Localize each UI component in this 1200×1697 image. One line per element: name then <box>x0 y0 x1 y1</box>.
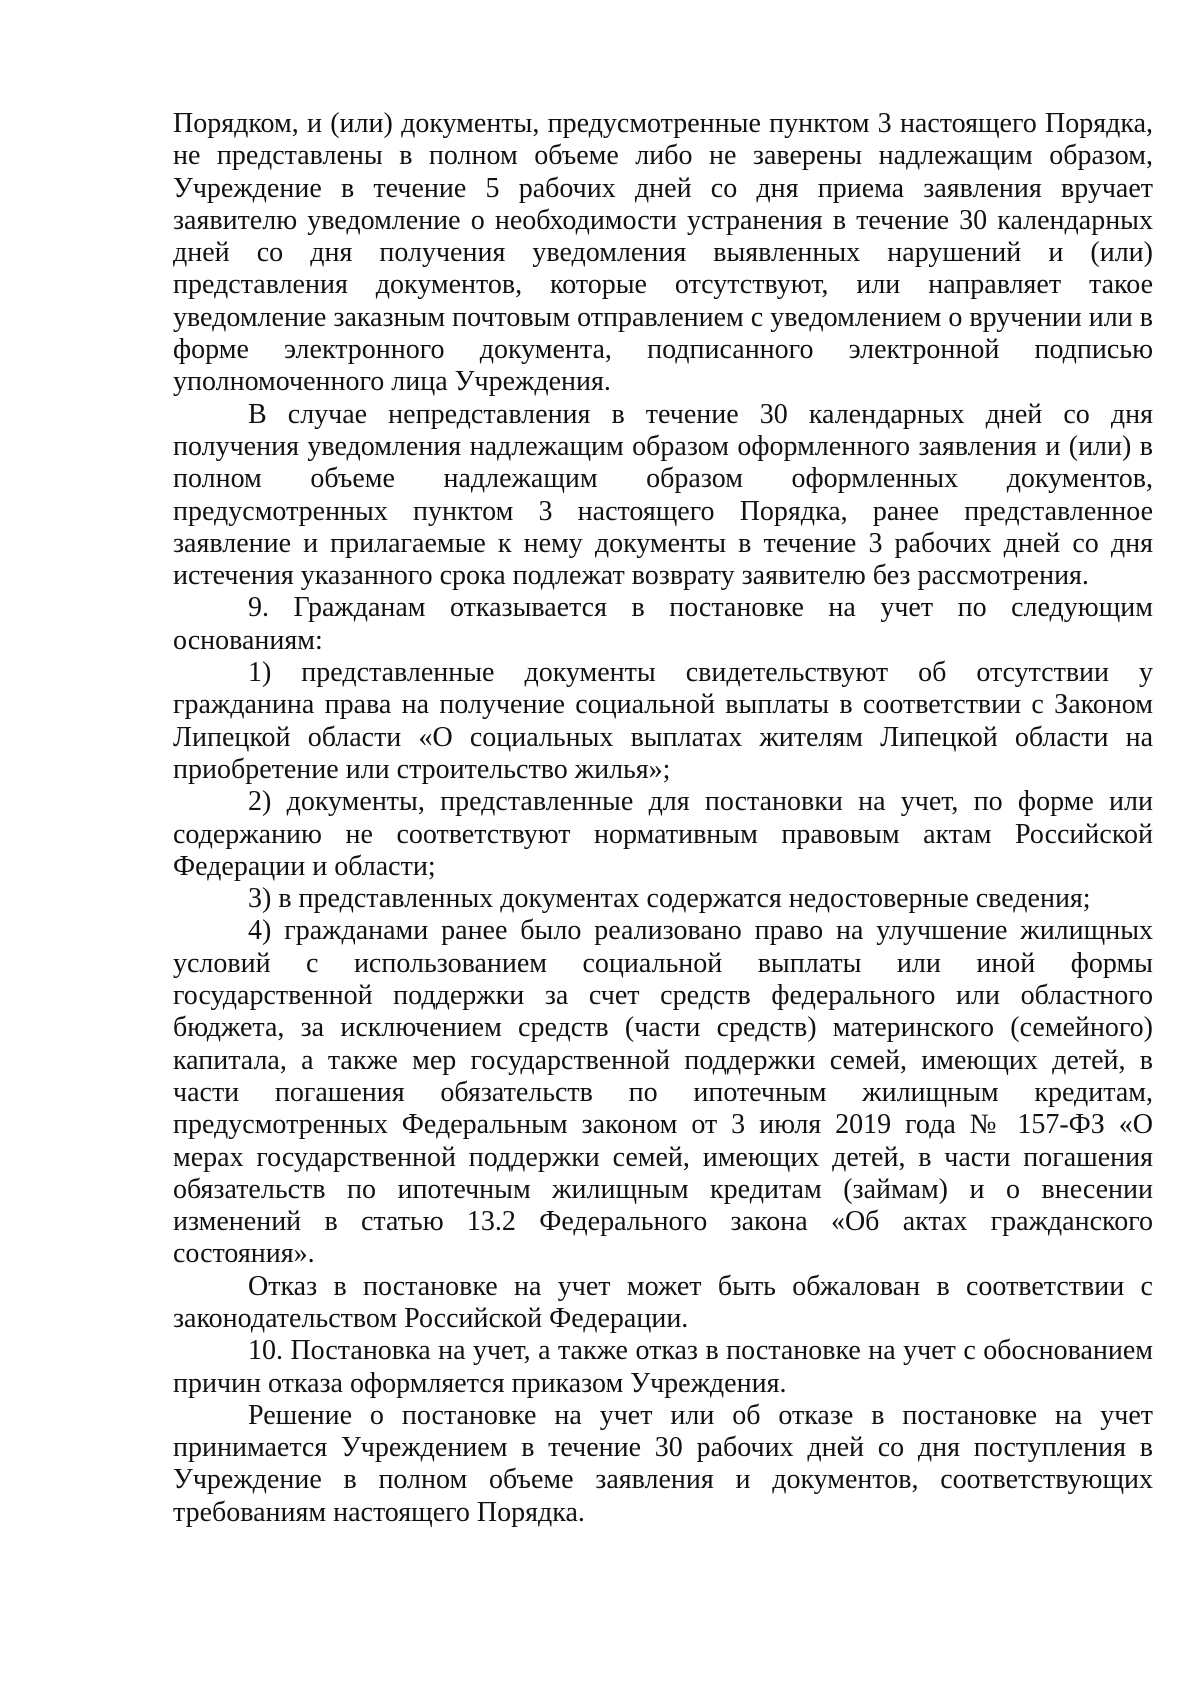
list-item-3: 3) в представленных документах содержатся недостоверные сведения; <box>248 883 1091 915</box>
list-item-4: 4) гражданами ранее было реализовано право на улучшение жилищных условий с использованием социальной выплаты или иной формы государственной поддержки за счет средств федерального или областного бюджета, за исключением средств (части средств) материнского (семейного) капитала, а также мер государственной поддержки семей, имеющих детей, в части погашения обязательств по ипотечным жилищным кредитам, предусмотренных Федеральным законом от 3 июля 2019 года № 157-ФЗ «О мерах государственной поддержки семей, имеющих детей, в части погашения обязательств по ипотечным жилищным кредитам (займам) и о внесении изменений в статью 13.2 Федерального закона «Об актах гражданского состояния». <box>173 915 1153 1270</box>
list-item-1: 1) представленные документы свидетельствуют об отсутствии у гражданина права на получение социальной выплаты в соответствии с Законом Липецкой области «О социальных выплатах жителям Липецкой области на приобретение или строительство жилья»; <box>173 657 1153 785</box>
paragraph-continuation: Порядком, и (или) документы, предусмотренные пунктом 3 настоящего Порядка, не представлены в полном объеме либо не заверены надлежащим образом, Учреждение в течение 5 рабочих дней со дня приема заявления вручает заявителю уведомление о необходимости устранения в течение 30 календарных дней со дня получения уведомления выявленных нарушений и (или) представления документов, которые отсутствуют, или направляет такое уведомление заказным почтовым отправлением с уведомлением о вручении или в форме электронного документа, подписанного электронной подписью уполномоченного лица Учреждения. <box>173 108 1153 398</box>
paragraph-non-submission: В случае непредставления в течение 30 календарных дней со дня получения уведомления надлежащим образом оформленного заявления и (или) в полном объеме надлежащим образом оформленных документов, предусмотренных пунктом 3 настоящего Порядка, ранее представленное заявление и прилагаемые к нему документы в течение 3 рабочих дней со дня истечения указанного срока подлежат возврату заявителю без рассмотрения. <box>173 398 1153 592</box>
paragraph-clause-9: 9. Гражданам отказывается в постановке на учет по следующим основаниям: <box>173 592 1153 656</box>
list-item-2: 2) документы, представленные для постановки на учет, по форме или содержанию не соответствуют нормативным правовым актам Российской Федерации и области; <box>173 786 1153 882</box>
paragraph-appeal: Отказ в постановке на учет может быть обжалован в соответствии с законодательством Российской Федерации. <box>173 1270 1153 1334</box>
paragraph-clause-10: 10. Постановка на учет, а также отказ в постановке на учет с обоснованием причин отказа оформляется приказом Учреждения. <box>173 1335 1153 1399</box>
paragraph-decision: Решение о постановке на учет или об отказе в постановке на учет принимается Учреждением в течение 30 рабочих дней со дня поступления в Учреждение в полном объеме заявления и документов, соответствующих требованиям настоящего Порядка. <box>173 1399 1153 1528</box>
document-page <box>173 108 1153 1529</box>
